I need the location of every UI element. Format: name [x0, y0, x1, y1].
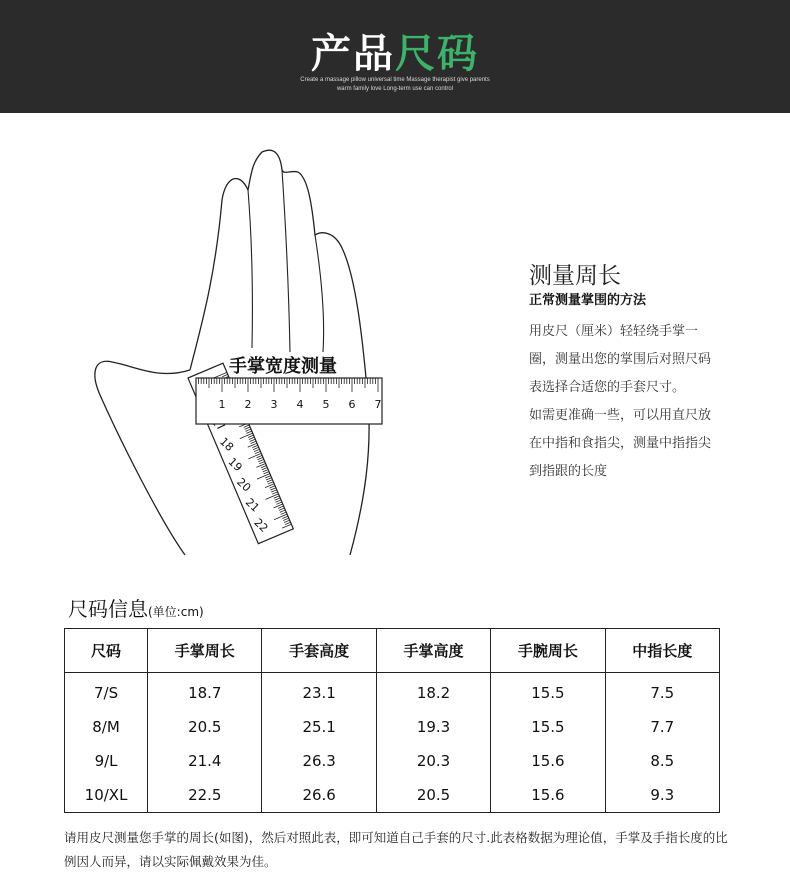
measure-paragraph-1: 用皮尺（厘米）轻轻绕手掌一圈，测量出您的掌围后对照尺码表选择合适您的手套尺寸。: [529, 324, 712, 395]
banner-subtitle-line-1: Create a massage pillow universal time Massage therapist give parents: [300, 77, 490, 83]
table-cell: 15.6: [491, 778, 605, 813]
table-cell: 18.7: [148, 673, 262, 711]
finger-line-3: [315, 235, 324, 352]
page-title: [0, 22, 790, 79]
table-row: [65, 744, 720, 778]
finger-line-1: [248, 190, 252, 348]
table-cell: 8.5: [605, 744, 719, 778]
table-cell: 20.5: [148, 710, 262, 744]
table-cell: 20.5: [376, 778, 490, 813]
measure-subtitle: 正常测量掌围的方法: [529, 293, 647, 308]
ruler-number: 22: [251, 515, 271, 535]
size-info-unit: (单位:cm): [148, 605, 204, 619]
finger-line-2: [282, 170, 290, 352]
ruler-number: 18: [217, 434, 237, 454]
header-glove-height: 手套高度: [262, 629, 376, 673]
ruler-number: 3: [270, 398, 278, 411]
header-palm-height: 手掌高度: [376, 629, 490, 673]
table-cell: 20.3: [376, 744, 490, 778]
table-cell: 7/S: [65, 673, 148, 711]
ruler-number: 1: [218, 398, 226, 411]
table-cell: 26.6: [262, 778, 376, 813]
ruler-number: 6: [348, 398, 356, 411]
ruler-number: 7: [374, 398, 382, 411]
title-part-1: 产品: [311, 31, 395, 77]
table-cell: 22.5: [148, 778, 262, 813]
size-table: [64, 628, 720, 813]
ruler-number: 19: [225, 455, 245, 475]
ruler-horizontal: [196, 378, 382, 424]
ruler-number: 4: [296, 398, 304, 411]
table-cell: 7.7: [605, 710, 719, 744]
table-cell: 21.4: [148, 744, 262, 778]
table-cell: 25.1: [262, 710, 376, 744]
table-cell: 10/XL: [65, 778, 148, 813]
thumb-outline: [95, 361, 190, 555]
table-cell: 15.5: [491, 710, 605, 744]
size-info-heading: [68, 593, 204, 622]
table-cell: 15.6: [491, 744, 605, 778]
table-cell: 19.3: [376, 710, 490, 744]
table-row: [65, 710, 720, 744]
size-info-title: 尺码信息: [68, 597, 148, 621]
table-cell: 26.3: [262, 744, 376, 778]
measure-paragraph-2: 如需更准确一些，可以用直尺放在中指和食指尖，测量中指指尖到指跟的长度: [529, 408, 712, 479]
banner-subtitle: [0, 76, 790, 94]
ruler-number: 2: [244, 398, 252, 411]
table-cell: 18.2: [376, 673, 490, 711]
table-row: [65, 778, 720, 813]
ruler-number: 20: [234, 475, 254, 495]
size-note: 请用皮尺测量您手掌的周长(如图)，然后对照此表，即可知道自己手套的尺寸.此表格数据为理论值，手掌及手指长度的比例因人而异，请以实际佩戴效果为佳。: [64, 830, 728, 869]
measure-title: 测量周长: [529, 263, 621, 289]
size-table-header: [65, 629, 720, 673]
header-middle-finger-length: 中指长度: [605, 629, 719, 673]
palm-width-label: 手掌宽度测量: [229, 356, 337, 377]
table-cell: 15.5: [491, 673, 605, 711]
table-cell: 23.1: [262, 673, 376, 711]
ruler-number: 21: [242, 495, 262, 515]
table-cell: 7.5: [605, 673, 719, 711]
header-palm-circumference: 手掌周长: [148, 629, 262, 673]
table-cell: 9/L: [65, 744, 148, 778]
ruler-number: 5: [322, 398, 330, 411]
header-wrist-circumference: 手腕周长: [491, 629, 605, 673]
table-row: [65, 673, 720, 711]
header-size: 尺码: [65, 629, 148, 673]
table-cell: 9.3: [605, 778, 719, 813]
banner-subtitle-line-2: warm family love Long-term use can control: [336, 86, 454, 92]
header-banner: [0, 0, 790, 113]
title-part-2: 尺码: [395, 31, 479, 77]
table-cell: 8/M: [65, 710, 148, 744]
measure-instructions: [529, 262, 769, 486]
